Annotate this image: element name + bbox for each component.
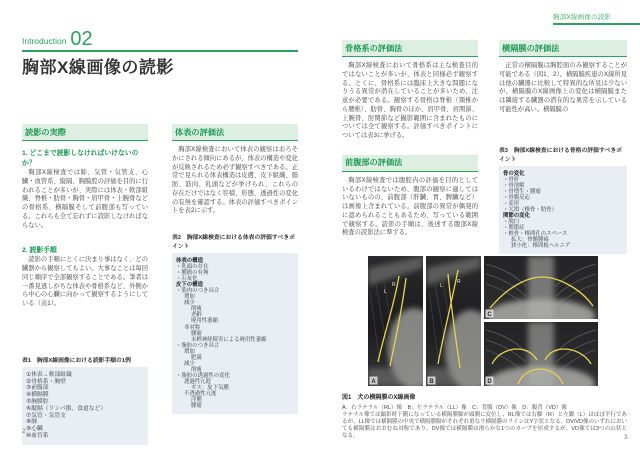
table-row: ・脂肪のつき具合 (176, 342, 220, 349)
table-row: 体表の構造 (176, 258, 203, 264)
table-row: 腫瘤 (191, 330, 202, 337)
table-row: 末梢神経障害による廃用性萎縮 (191, 336, 267, 343)
table-row: ⑨心臓 (26, 426, 43, 433)
crus-label-r: R (457, 279, 461, 285)
table-row: ・石灰化 (176, 276, 198, 283)
panel-stack-cd (484, 256, 598, 386)
paragraph: 正常の横隔膜は胸腔面のみ観察することが可能である（図1、2）。横隔膜疾患のX線所見は他の臓器に比較して特異的な所見は少ないが、横隔膜のX線画像上の変化は横隔膜または隣接する臓器の潜在的な異常を示している可能性が高い。横隔膜の (499, 62, 627, 113)
xray-panel-d (484, 322, 598, 386)
table-row: ⑦気管・気管支 (26, 412, 66, 419)
table1-caption: 表1 胸部X線画像における読影手順の1例 (22, 357, 131, 364)
section-heading-oukakumaku: 横隔膜の評価法 (499, 40, 627, 57)
table-row: ・乳頭の存在 (176, 264, 209, 271)
intro-number: 02 (70, 28, 93, 50)
subheading-2: 2. 読影手順 (22, 247, 57, 255)
table-row: 削痩 (191, 306, 202, 313)
table-row: ④横隔膜 (26, 392, 49, 399)
right-page-column-1 (342, 40, 478, 238)
figure-caption-title: 図1 犬の横隔膜のX線画像 (342, 395, 416, 401)
table-row: ・骨折 (503, 176, 520, 183)
table-row: 腫瘤 (191, 403, 202, 410)
paragraph: 胸部X線検査では肺、気管・気管支、心臓・血管系、縦隔、胸膜腔の評価を目的に行われることが多いが、実際には体表・軟部組織、脊椎・肋骨・胸骨・肩甲骨・上腕骨などの骨格系、横隔膜そして前腹部も写っている。これらも全て忘れずに読影しなければならない。 (22, 169, 148, 229)
panel-label-b: B (429, 379, 434, 385)
table-row: ②骨格系・胸壁 (26, 378, 66, 385)
crus-label-l: L (384, 289, 387, 295)
paragraph: 胸部X線検査において骨格系は主な検査目的ではないことが多いが、体表と同様必ず観察する。とくに、骨格系には臨床上大きな問題になりうる異常が潜在していることが多いため、注意が必要である。観察する骨格は脊椎（頸椎から腰椎）、肋骨、胸骨のほか、肩甲骨、肩関節、上腕骨、肘関節など撮影範囲に含まれたものについては全て観察する。評価すべきポイントについては表3に挙げる。 (342, 62, 478, 139)
table-row: ⑧肺 (26, 419, 37, 426)
table-row: 浮腫 (191, 397, 202, 404)
page-title: 胸部X線画像の読影 (22, 58, 174, 77)
table-row: 増加 (184, 348, 195, 355)
table-row: ・脱臼 (503, 218, 520, 225)
table-row: 増加 (184, 294, 195, 301)
page-number-left: 2 (22, 428, 26, 435)
paragraph: 胸部X線検査では腹腔内の評価を目的としているわけではないため、腹部の観察に適してはいないものの、前腹部（肝臓、胃、脾臓など）は画像上含まれている。前腹部の異常が偶発的に認められることもあるため、写っている範囲で観察する。読影の手順は、後述する腹部X線検査の読影法に準ずる。 (342, 176, 478, 237)
figure-caption-body: ラテラル像では撮影時下側になっている横隔膜脚が頭側に変位し、RL像では右脚（R）と左脚（L）はほぼ平行であるが、LL像では横隔膜の中央で横隔膜脚がそれぞれ重なり横隔膜のラインはY字状となる。DV/VD像のいずれにおいても横隔膜はおおむね対称であり、DV像では横隔膜は滑らかな1つのカーブを形成するが、VD像では3つの山状となる。 (342, 411, 627, 439)
left-page-column-2 (172, 124, 298, 414)
section-heading-kokkaku: 骨格系の評価法 (342, 40, 478, 57)
crus-label-r: R (392, 282, 396, 288)
table-row: 不透過性亢進 (184, 391, 217, 398)
chapter-intro (22, 30, 298, 52)
table-row: ・欠損（椎骨・肋骨） (503, 206, 557, 213)
right-page-column-2 (499, 40, 627, 254)
table-row: 関節の変化 (503, 212, 530, 219)
table-row: 減少 (184, 300, 195, 307)
running-head (553, 12, 640, 25)
section-heading-zenfukubu: 前腹部の評価法 (342, 155, 478, 172)
xray-panels (368, 256, 627, 386)
table2-caption: 表2 胸部X線検査における体表の評価すべきポイント (172, 235, 295, 250)
table3-caption: 表3 胸部X線検査における骨格の評価すべきポイント (499, 147, 622, 163)
table3 (499, 166, 627, 255)
figure-caption (342, 392, 627, 440)
table-row: 拡大：脊髄腫瘍 (511, 237, 549, 244)
running-head-title: 胸部X線画像の読影 (553, 14, 612, 21)
figure-caption-views: A：右ラテラル（RL）像 B：左ラテラル（LL）像 C：背腹（DV）像 D：腹背（VD）像 (342, 404, 567, 411)
table-row: ・変形 (503, 200, 520, 207)
table-row: ・骨膜反応 (503, 194, 530, 201)
panel-label-d: D (487, 379, 492, 385)
paragraph: 胸部X線検査において体表の観察はおろそかにされる傾向にあるが、体表の構造や変化が反映されるため必ず観察すべきである。正常で見られる体表構造は皮膚、皮下組織、脂肪、筋肉、乳頭などが挙げられ、これらの存在だけではなく容積、形態、透過性の変化の有無を確認する。体表の評価すべきポイントを表2に示す。 (172, 146, 298, 215)
table-row: ・脂肪の透過性の変化 (176, 372, 230, 379)
section-heading-taihyo: 体表の評価法 (172, 124, 298, 141)
table-row: ・筋肉のつき具合 (176, 288, 220, 295)
xray-panel-b (426, 256, 481, 386)
table1 (22, 367, 148, 445)
table-row: 老齢 (191, 312, 202, 319)
table-row: 削痩 (191, 366, 202, 373)
xray-panel-a (368, 256, 423, 386)
subheading-1: 1. どこまで読影しなければいけないのか？ (22, 150, 139, 167)
crus-label-l: L (440, 283, 443, 289)
table-row: 骨の変化 (503, 170, 525, 177)
table-row: ガス：皮下気腫 (191, 384, 229, 391)
table-row: 肥満 (191, 354, 202, 361)
table-row: ・骨増生・腫瘤 (503, 188, 541, 195)
table-row: ・腫瘤の有無 (176, 270, 209, 277)
section-heading-jissai: 読影の実際 (22, 124, 148, 141)
table-row: ③前腹部 (26, 385, 49, 392)
table-row: 非対称 (184, 324, 201, 331)
table-row: 廃用性萎縮 (191, 318, 218, 325)
panel-label-c: C (487, 312, 492, 318)
table-row: 皮下の構造 (176, 282, 203, 289)
panel-label-a: A (371, 379, 376, 385)
table-row: ⑩血管系 (26, 432, 49, 439)
left-page-column-1 (22, 124, 148, 445)
table-row: ・骨溶解 (503, 182, 525, 189)
table-row: ⑥縦隔（リンパ節、食道など） (26, 405, 107, 412)
table-row: 減少 (184, 360, 195, 367)
table-row: ・椎骨・椎間孔のスペース (503, 230, 568, 237)
xray-panel-c (484, 256, 598, 319)
figure-1 (342, 256, 627, 440)
paragraph: 読影の手順にとくに決まり事はなく、どの臓器から観察してもよい。大事なことは毎回同じ順序で全部観察することである。筆者は一番見逃しがちな体表や骨格系など、外側から中心の心臓に向かって観察するようにしている（表1）。 (22, 256, 148, 307)
intro-rule (22, 50, 298, 52)
table-row: 狭小化：椎間板ヘルニア (511, 243, 571, 250)
table-row: ⑤胸膜腔 (26, 398, 49, 405)
table-row: 透過性亢進 (184, 378, 211, 385)
table2 (172, 253, 298, 414)
running-head-rule (553, 23, 640, 25)
page-number-right: 3 (624, 434, 628, 441)
table-row: ①体表→軟部組織 (26, 371, 72, 378)
table-row: ・関節症 (503, 224, 525, 231)
intro-label: Introduction (22, 36, 67, 46)
